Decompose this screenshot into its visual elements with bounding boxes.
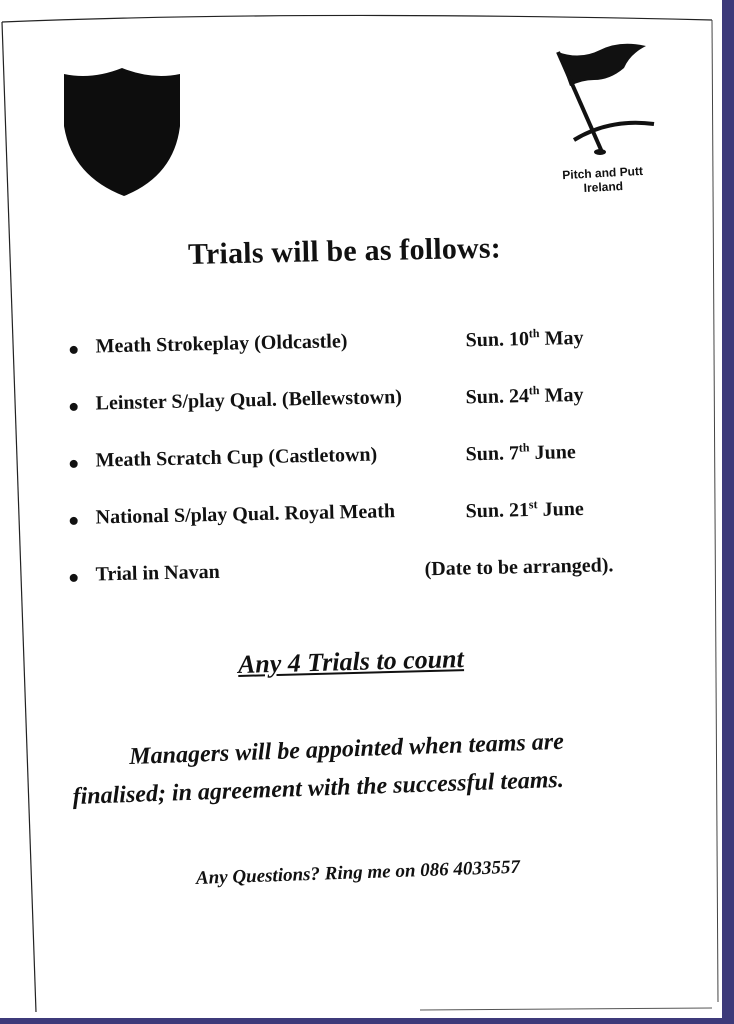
- trial-event: National S/play Qual. Royal Meath: [95, 500, 396, 529]
- scan-edge-right: [722, 0, 734, 1024]
- trial-date: Sun. 10th May: [465, 326, 584, 352]
- contact-line: Any Questions? Ring me on 086 4033557: [195, 856, 521, 889]
- shield-icon: [62, 66, 182, 198]
- managers-line2: finalised; in agreement with the successful teams.: [72, 766, 565, 810]
- trial-date: Sun. 24th May: [465, 383, 584, 409]
- bullet-icon: [70, 403, 78, 411]
- trial-date: Sun. 7th June: [465, 440, 576, 466]
- managers-line1: Managers will be appointed when teams are: [128, 728, 565, 770]
- trial-date: Sun. 21st June: [465, 497, 584, 523]
- trials-list: [70, 326, 670, 621]
- trial-event: Meath Strokeplay (Oldcastle): [95, 330, 348, 358]
- logo-text-line1: Pitch and Putt: [561, 163, 644, 183]
- bullet-icon: [70, 517, 78, 525]
- count-note: Any 4 Trials to count: [237, 644, 465, 679]
- pitch-and-putt-flag-logo: [550, 40, 660, 162]
- bullet-icon: [70, 574, 78, 582]
- bullet-icon: [70, 460, 78, 468]
- managers-note: [71, 719, 673, 816]
- scan-edge-bottom: [0, 1018, 734, 1024]
- trial-item: [69, 551, 670, 621]
- trial-event: Meath Scratch Cup (Castletown): [95, 443, 378, 472]
- page-title: Trials will be as follows:: [187, 231, 502, 271]
- trial-event: Trial in Navan: [95, 560, 220, 586]
- trial-date: (Date to be arranged).: [424, 554, 614, 581]
- logo-text: [547, 163, 658, 197]
- trial-event: Leinster S/play Qual. (Bellewstown): [95, 386, 403, 415]
- logo-text-line2: Ireland: [583, 178, 624, 196]
- bullet-icon: [70, 346, 78, 354]
